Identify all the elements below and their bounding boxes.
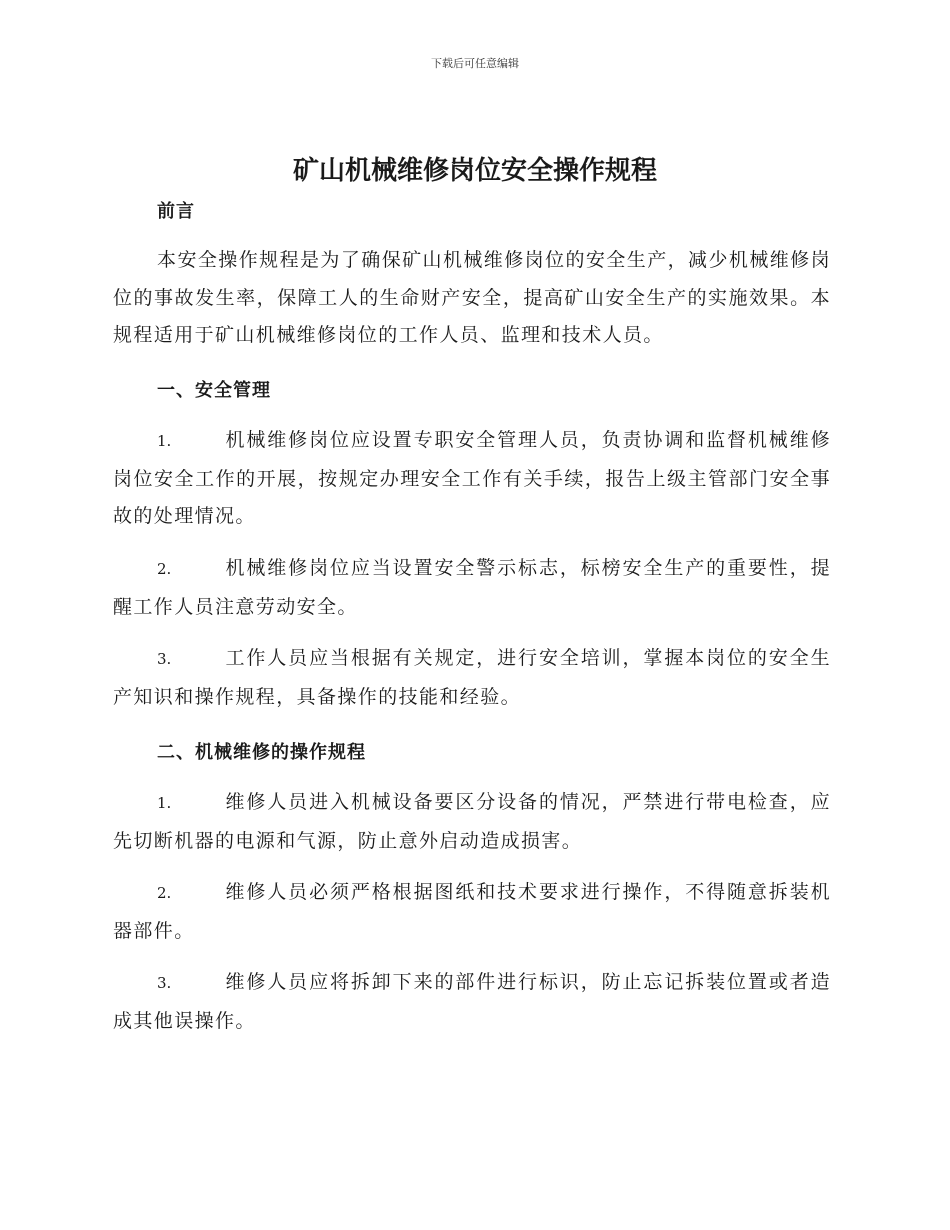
item-number: 3.	[157, 974, 172, 992]
document-title: 矿山机械维修岗位安全操作规程	[292, 156, 657, 186]
safety-item-3	[113, 640, 831, 716]
item-text: 维修人员进入机械设备要区分设备的情况，严禁进行带电检查，应先切断机器的电源和气源，防止意外启动造成损害。	[113, 791, 831, 852]
item-text: 机械维修岗位应设置专职安全管理人员，负责协调和监督机械维修岗位安全工作的开展，按规定办理安全工作有关手续，报告上级主管部门安全事故的处理情况。	[113, 429, 831, 527]
preface-heading: 前言	[157, 201, 195, 222]
section-heading-safety-management: 一、安全管理	[157, 380, 271, 401]
preface-text: 本安全操作规程是为了确保矿山机械维修岗位的安全生产，减少机械维修岗位的事故发生率，保障工人的生命财产安全，提高矿山安全生产的实施效果。本规程适用于矿山机械维修岗位的工作人员、监理和技术人员。	[113, 249, 831, 346]
operation-item-3	[113, 964, 831, 1040]
section-heading-operation-rules: 二、机械维修的操作规程	[157, 742, 366, 763]
item-number: 1.	[157, 794, 172, 812]
item-text: 维修人员必须严格根据图纸和技术要求进行操作，不得随意拆装机器部件。	[113, 881, 831, 942]
item-number: 1.	[157, 432, 172, 450]
operation-item-2	[113, 874, 831, 950]
item-text: 维修人员应将拆卸下来的部件进行标识，防止忘记拆装位置或者造成其他误操作。	[113, 971, 831, 1032]
item-number: 2.	[157, 560, 172, 578]
item-text: 机械维修岗位应当设置安全警示标志，标榜安全生产的重要性，提醒工作人员注意劳动安全。	[113, 557, 831, 618]
page-header-note: 下载后可任意编辑	[431, 57, 519, 70]
preface-paragraph	[113, 242, 831, 355]
item-number: 3.	[157, 650, 172, 668]
safety-item-2	[113, 550, 831, 626]
operation-item-1	[113, 784, 831, 860]
item-number: 2.	[157, 884, 172, 902]
safety-item-1	[113, 422, 831, 536]
item-text: 工作人员应当根据有关规定，进行安全培训，掌握本岗位的安全生产知识和操作规程，具备操作的技能和经验。	[113, 647, 831, 708]
